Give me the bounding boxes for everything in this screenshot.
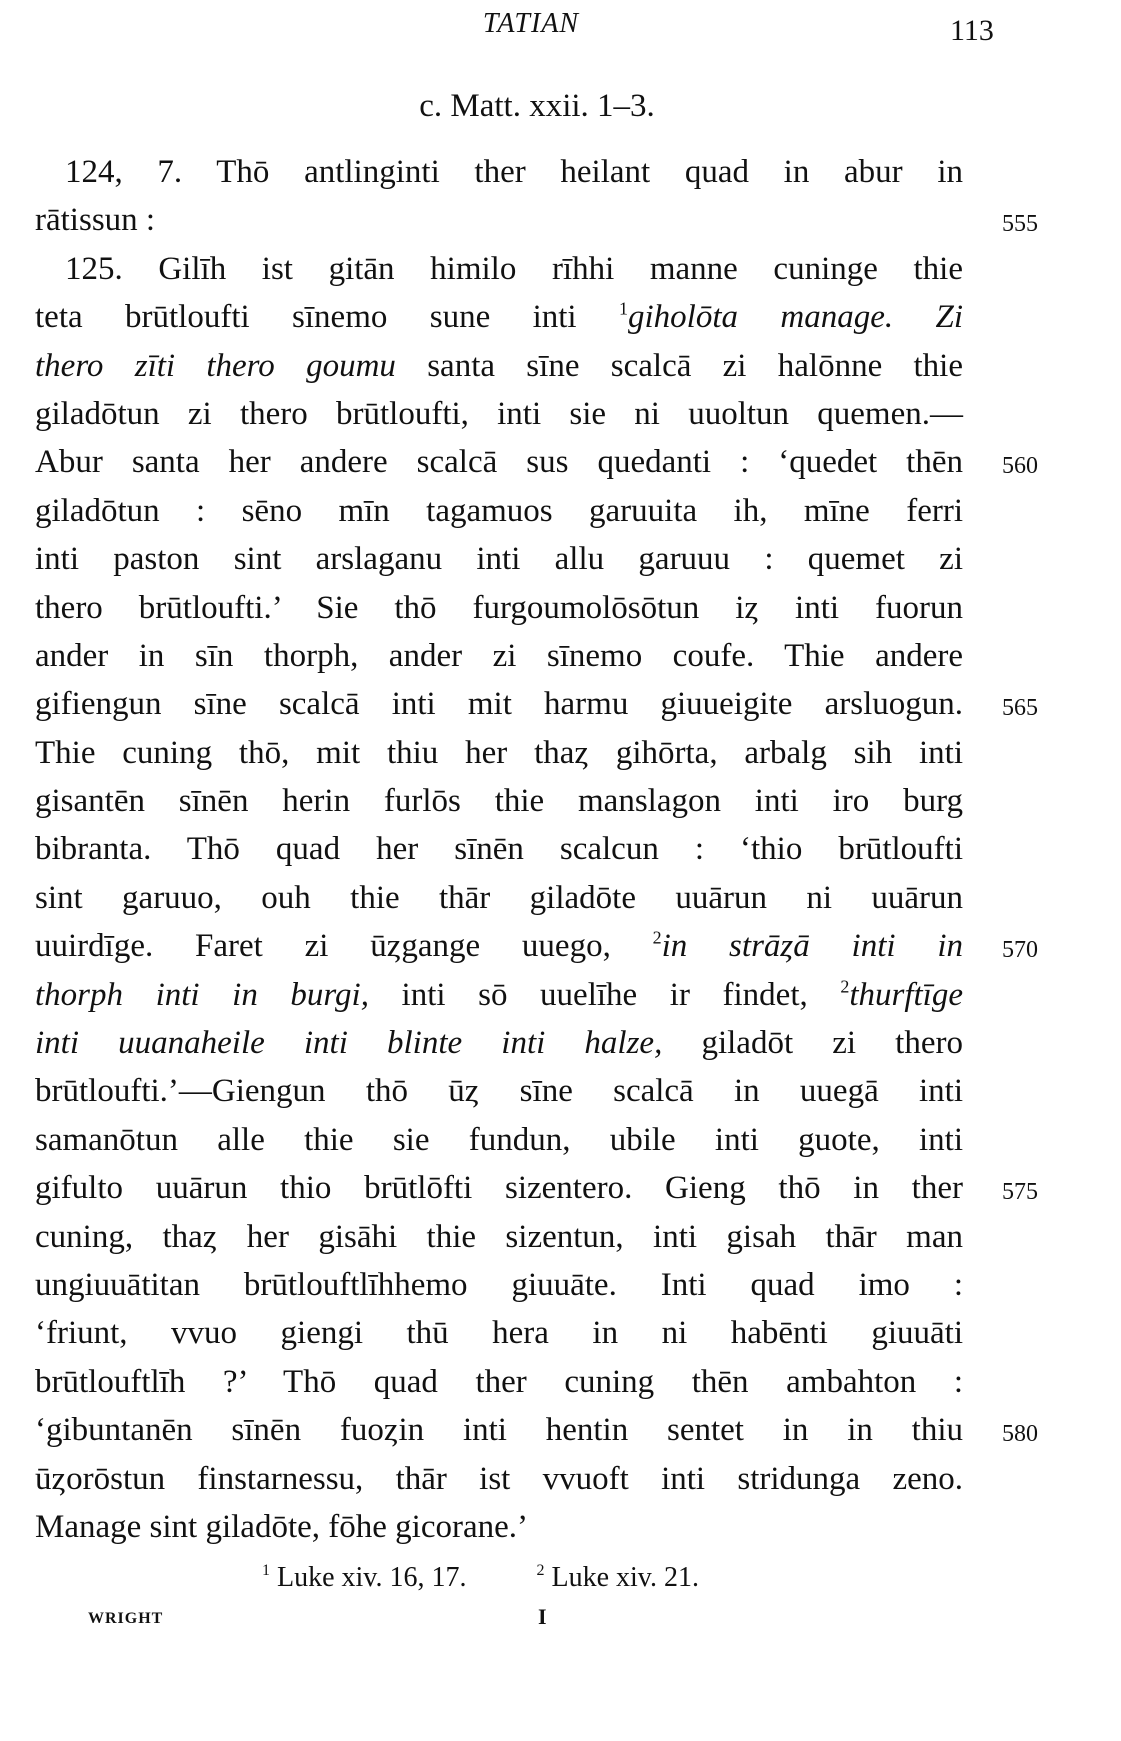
italic-text: giholōta manage. Zi xyxy=(627,299,963,336)
text-line xyxy=(35,1406,1038,1454)
text-segment: giladōtun zi thero brūtloufti, inti sie ni uuoltun quemen.— xyxy=(35,395,963,432)
text-segment: Manage sint giladōte, fōhe gicorane.’ xyxy=(35,1508,528,1545)
text-line xyxy=(35,825,963,873)
running-title: TATIAN xyxy=(482,8,580,39)
page-number: 113 xyxy=(950,14,994,47)
printer-signature: WRIGHT xyxy=(88,1610,164,1627)
text-line xyxy=(35,1503,963,1551)
text-segment: ungiuuātitan brūtlouftlīhhemo giuuāte. Inti quad imo : xyxy=(35,1266,963,1303)
italic-text: inti uuanaheile inti blinte inti halze, xyxy=(35,1025,663,1062)
text-line xyxy=(35,1309,963,1357)
text-line xyxy=(35,293,963,341)
text-segment: Thie cuning thō, mit thiu her thaȥ gihōrta, arbalg sih inti xyxy=(35,734,963,771)
text-segment: gifiengun sīne scalcā inti mit harmu giuueigite arsluogun. xyxy=(35,686,963,723)
text-segment: teta brūtloufti sīnemo sune inti xyxy=(35,299,619,336)
line-number: 565 xyxy=(1002,695,1038,722)
body-text xyxy=(35,148,1038,1551)
text-segment: 125. Gilīh ist gitān himilo rīhhi manne cuninge thie xyxy=(65,250,963,287)
text-line xyxy=(35,1455,963,1503)
text-line xyxy=(35,1116,963,1164)
text-segment: ūȥorōstun finstarnessu, thār ist vvuoft inti stridunga zeno. xyxy=(35,1460,963,1497)
text-line xyxy=(35,922,1038,970)
section-heading: c. Matt. xxii. 1–3. xyxy=(419,88,655,124)
text-line xyxy=(35,342,963,390)
text-line xyxy=(35,632,963,680)
text-line xyxy=(35,729,963,777)
footnote-ref: 1 xyxy=(618,298,628,319)
text-line xyxy=(35,390,963,438)
footnote-mark: 2 xyxy=(536,1561,545,1579)
footnote-ref: 2 xyxy=(840,976,850,997)
text-segment: santa sīne scalcā zi halōnne thie xyxy=(395,347,963,384)
italic-text: thero zīti thero goumu xyxy=(35,347,396,384)
text-line xyxy=(35,245,963,293)
footnote-text: Luke xiv. 16, 17. xyxy=(270,1562,467,1593)
line-number: 555 xyxy=(1002,211,1038,238)
text-segment: inti paston sint arslaganu inti allu garuuu : quemet zi xyxy=(35,541,963,578)
text-line xyxy=(35,148,963,196)
text-segment: Abur santa her andere scalcā sus quedanti : ‘quedet thēn xyxy=(35,444,963,481)
text-line xyxy=(35,1019,963,1067)
text-segment: 124, 7. Thō antlinginti ther heilant quad in abur in xyxy=(65,154,963,190)
text-line xyxy=(35,680,1038,728)
line-number: 580 xyxy=(1002,1421,1038,1448)
footnote-text: Luke xiv. 21. xyxy=(544,1562,699,1593)
footnote-2 xyxy=(537,1562,700,1593)
text-segment: cuning, thaȥ her gisāhi thie sizentun, inti gisah thār man xyxy=(35,1218,963,1255)
line-number: 575 xyxy=(1002,1179,1038,1206)
italic-text: thorph inti in burgi, xyxy=(35,976,369,1013)
text-segment: uuirdīge. Faret zi ūȥgange uuego, xyxy=(35,928,653,965)
text-line xyxy=(35,1213,963,1261)
text-segment: brūtlouftlīh ?’ Thō quad ther cuning thēn ambahton : xyxy=(35,1363,963,1400)
signature-mark: I xyxy=(538,1604,547,1629)
italic-text: thurftīge xyxy=(849,976,963,1013)
text-segment: ‘gibuntanēn sīnēn fuoȥin inti hentin sentet in in thiu xyxy=(35,1412,963,1449)
text-segment: thero brūtloufti.’ Sie thō furgoumolōsōtun iȥ inti fuorun xyxy=(35,589,963,626)
footnote-ref: 2 xyxy=(652,927,662,948)
footnote-1 xyxy=(262,1562,467,1593)
text-line xyxy=(35,1358,963,1406)
text-line xyxy=(35,535,963,583)
text-segment: ‘friunt, vvuo giengi thū hera in ni habēnti giuuāti xyxy=(35,1315,963,1352)
line-number: 560 xyxy=(1002,453,1038,480)
text-segment: gisantēn sīnēn herin furlōs thie manslagon inti iro burg xyxy=(35,783,963,820)
text-segment: sint garuuo, ouh thie thār giladōte uuārun ni uuārun xyxy=(35,879,963,916)
text-line xyxy=(35,874,963,922)
text-line xyxy=(35,971,963,1019)
footnote-mark: 1 xyxy=(262,1561,270,1579)
text-segment: gifulto uuārun thio brūtlōfti sizentero. Gieng thō in ther xyxy=(35,1170,963,1207)
text-segment: ander in sīn thorph, ander zi sīnemo coufe. Thie andere xyxy=(35,637,963,674)
text-segment: bibranta. Thō quad her sīnēn scalcun : ‘thio brūtloufti xyxy=(35,831,963,868)
text-line xyxy=(35,1261,963,1309)
text-segment: samanōtun alle thie sie fundun, ubile inti guote, inti xyxy=(35,1121,963,1158)
text-line xyxy=(35,584,963,632)
italic-text: in strāȥā inti in xyxy=(661,928,963,965)
text-line xyxy=(35,1164,1038,1212)
text-segment: inti sō uuelīhe ir findet, xyxy=(368,976,841,1013)
text-line xyxy=(35,777,963,825)
text-segment: rātissun : xyxy=(35,202,156,239)
text-segment: giladōtun : sēno mīn tagamuos garuuita ih, mīne ferri xyxy=(35,492,963,529)
text-line xyxy=(35,438,1038,486)
text-line xyxy=(35,1067,963,1115)
footnotes xyxy=(262,1562,699,1594)
text-segment: brūtloufti.’—Giengun thō ūȥ sīne scalcā in uuegā inti xyxy=(35,1073,963,1110)
text-line xyxy=(35,196,1038,244)
text-line xyxy=(35,487,963,535)
line-number: 570 xyxy=(1002,937,1038,964)
text-segment: giladōt zi thero xyxy=(662,1025,963,1062)
